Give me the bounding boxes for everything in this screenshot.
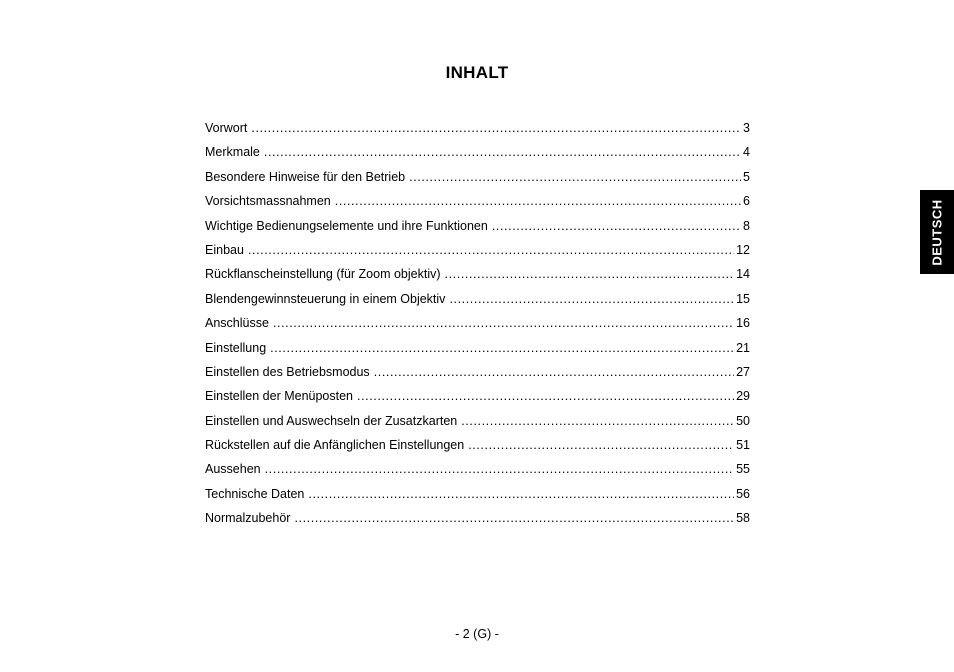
toc-entry-label: Blendengewinnsteuerung in einem Objektiv bbox=[205, 291, 446, 306]
toc-entry-label: Merkmale bbox=[205, 145, 260, 160]
toc-leader-dots bbox=[248, 240, 734, 260]
toc-leader-dots bbox=[273, 313, 734, 333]
toc-entry-label: Anschlüsse bbox=[205, 316, 269, 331]
table-of-contents bbox=[205, 118, 750, 533]
toc-entry-label: Normalzubehör bbox=[205, 511, 291, 526]
toc-entry-page: 6 bbox=[743, 194, 750, 209]
toc-entry-label: Technische Daten bbox=[205, 486, 305, 501]
toc-entry-label: Vorsichtsmassnahmen bbox=[205, 194, 331, 209]
toc-entry-page: 51 bbox=[736, 438, 750, 453]
toc-entry-label: Einbau bbox=[205, 242, 244, 257]
toc-leader-dots bbox=[308, 484, 734, 504]
toc-entry-page: 27 bbox=[736, 364, 750, 379]
toc-entry-page: 14 bbox=[736, 267, 750, 282]
toc-entry-page: 5 bbox=[743, 169, 750, 184]
toc-entry bbox=[205, 338, 750, 362]
toc-entry bbox=[205, 240, 750, 264]
toc-entry bbox=[205, 289, 750, 313]
toc-leader-dots bbox=[294, 508, 734, 528]
toc-entry-label: Vorwort bbox=[205, 121, 248, 135]
toc-entry-page: 21 bbox=[736, 340, 750, 355]
toc-leader-dots bbox=[264, 142, 741, 162]
toc-entry bbox=[205, 484, 750, 508]
toc-entry-page: 29 bbox=[736, 389, 750, 404]
toc-leader-dots bbox=[335, 191, 741, 211]
toc-entry-label: Aussehen bbox=[205, 462, 261, 477]
toc-entry-label: Einstellen des Betriebsmodus bbox=[205, 364, 370, 379]
toc-entry bbox=[205, 313, 750, 337]
toc-entry-page: 50 bbox=[736, 413, 750, 428]
toc-leader-dots bbox=[270, 338, 734, 358]
toc-entry bbox=[205, 216, 750, 240]
toc-leader-dots bbox=[265, 459, 734, 479]
toc-entry-page: 12 bbox=[736, 242, 750, 257]
toc-leader-dots bbox=[445, 264, 735, 284]
toc-entry-page: 16 bbox=[736, 316, 750, 331]
toc-entry bbox=[205, 386, 750, 410]
toc-entry-page: 56 bbox=[736, 486, 750, 501]
toc-leader-dots bbox=[461, 411, 734, 431]
toc-leader-dots bbox=[251, 118, 741, 138]
toc-entry-label: Einstellen und Auswechseln der Zusatzkarten bbox=[205, 413, 458, 428]
page-title: INHALT bbox=[445, 63, 509, 82]
toc-entry bbox=[205, 411, 750, 435]
toc-leader-dots bbox=[374, 362, 734, 382]
toc-entry bbox=[205, 508, 750, 532]
toc-entry-label: Rückflanscheinstellung (für Zoom objektiv) bbox=[205, 267, 441, 282]
toc-entry bbox=[205, 459, 750, 483]
language-tab-label: DEUTSCH bbox=[929, 198, 945, 266]
toc-leader-dots bbox=[468, 435, 734, 455]
toc-leader-dots bbox=[492, 216, 741, 236]
toc-entry bbox=[205, 264, 750, 288]
toc-entry-page: 55 bbox=[736, 462, 750, 477]
toc-entry-page: 15 bbox=[736, 291, 750, 306]
toc-entry bbox=[205, 435, 750, 459]
language-tab bbox=[920, 190, 954, 274]
toc-entry bbox=[205, 167, 750, 191]
toc-entry-label: Rückstellen auf die Anfänglichen Einstellungen bbox=[205, 438, 465, 453]
toc-entry-page: 3 bbox=[743, 121, 750, 135]
toc-entry bbox=[205, 191, 750, 215]
toc-entry bbox=[205, 142, 750, 166]
toc-entry bbox=[205, 118, 750, 142]
toc-entry-page: 4 bbox=[743, 145, 750, 160]
toc-entry-page: 58 bbox=[736, 511, 750, 526]
toc-entry-label: Wichtige Bedienungselemente und ihre Funktionen bbox=[205, 218, 488, 233]
toc-entry bbox=[205, 362, 750, 386]
toc-entry-label: Einstellen der Menüposten bbox=[205, 389, 354, 404]
toc-leader-dots bbox=[449, 289, 734, 309]
toc-leader-dots bbox=[357, 386, 734, 406]
toc-entry-label: Einstellung bbox=[205, 340, 267, 355]
toc-entry-label: Besondere Hinweise für den Betrieb bbox=[205, 169, 406, 184]
toc-leader-dots bbox=[409, 167, 741, 187]
page-number: - 2 (G) - bbox=[455, 627, 499, 641]
toc-entry-page: 8 bbox=[743, 218, 750, 233]
